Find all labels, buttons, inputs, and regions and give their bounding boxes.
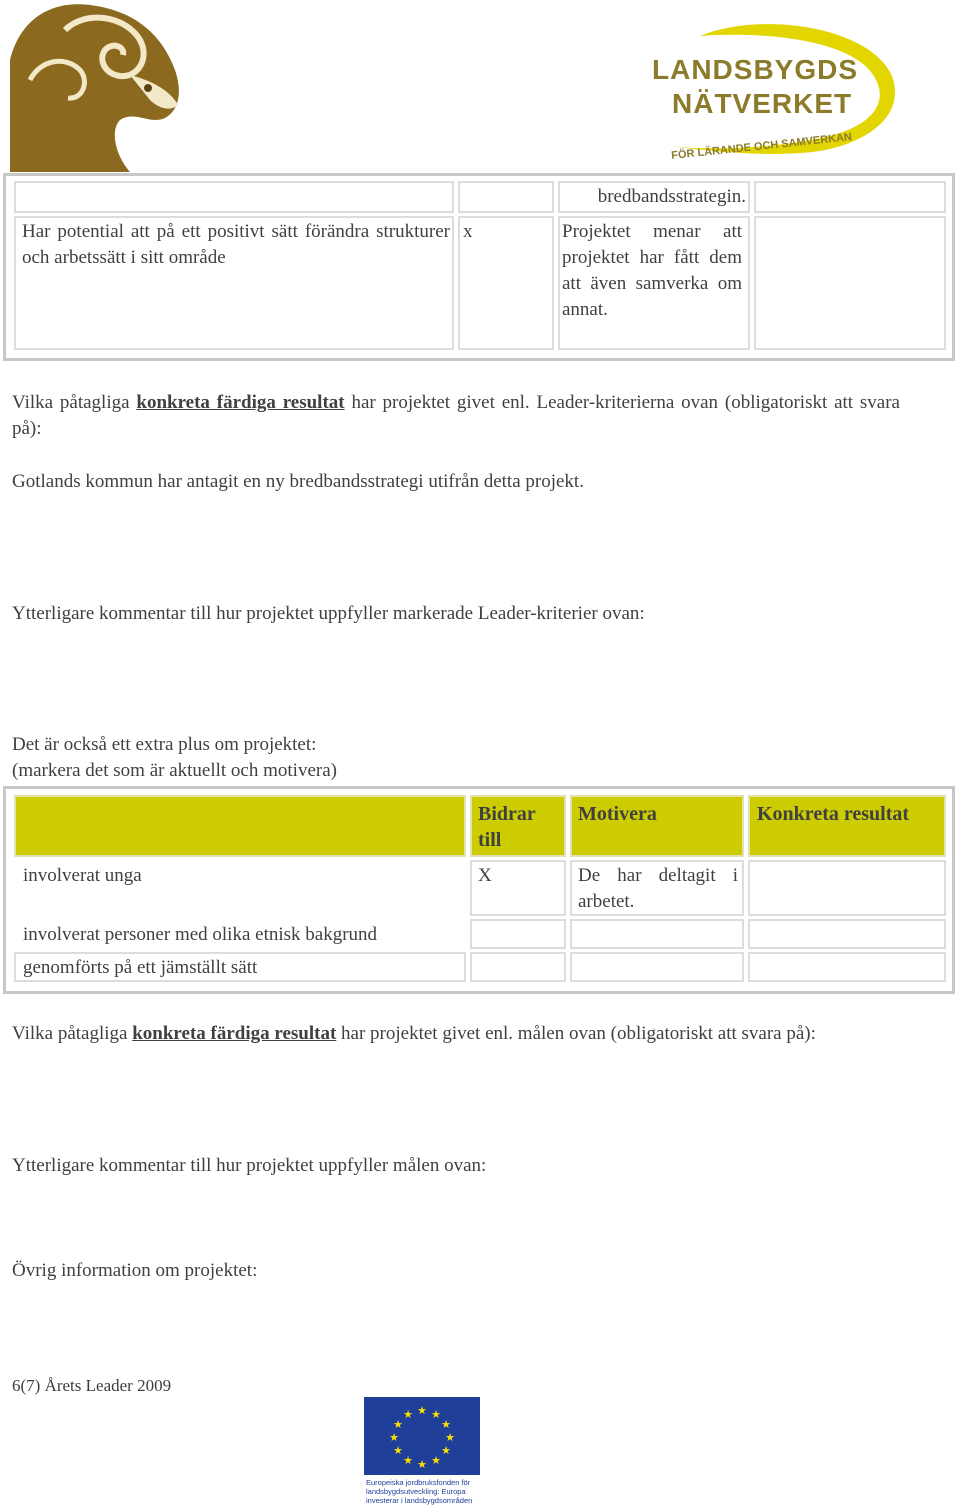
landsbygdsnatverket-logo: [640, 16, 900, 176]
question-prefix: Vilka påtagliga: [12, 1023, 133, 1044]
result-cell: [748, 919, 946, 949]
goals-results-question: [12, 1021, 900, 1047]
mark-cell: [470, 952, 566, 982]
extra-plus-instruction: (markera det som är aktuellt och motivera): [12, 760, 337, 781]
mark-text: x: [463, 221, 473, 242]
question-suffix: har projektet givet enl. målen ovan (obligatoriskt att svara på):: [336, 1023, 816, 1044]
comment-label: Ytterligare kommentar till hur projektet uppfyller markerade Leader-kriterier ovan:: [12, 603, 645, 624]
result-cell: [754, 216, 946, 350]
ram-logo: [10, 0, 185, 172]
svg-text:★: ★: [403, 1408, 413, 1421]
row-label: involverat unga: [23, 865, 142, 886]
question-emphasis: konkreta färdiga resultat: [132, 1023, 337, 1044]
svg-text:★: ★: [441, 1418, 451, 1431]
svg-text:★: ★: [417, 1458, 427, 1471]
header-results: Konkreta resultat: [757, 803, 910, 825]
svg-text:★: ★: [441, 1444, 451, 1457]
row-label: genomförts på ett jämställt sätt: [23, 957, 258, 978]
criteria-cell: [14, 181, 454, 213]
svg-text:★: ★: [445, 1431, 455, 1444]
result-cell: [754, 181, 946, 213]
eu-logo: [364, 1397, 480, 1507]
results-answer: Gotlands kommun har antagit en ny bredbandsstrategi utifrån detta projekt.: [12, 471, 584, 492]
svg-text:★: ★: [417, 1404, 427, 1417]
results-question: [12, 390, 900, 442]
header-motivate: Motivera: [578, 803, 657, 825]
question-emphasis: konkreta färdiga resultat: [136, 392, 345, 413]
motivation-text: bredbandsstrategin.: [597, 186, 746, 207]
eu-text-line2: landsbygdsutveckling: Europa: [366, 1487, 466, 1496]
criteria-table: [3, 173, 955, 361]
goals-comment-label: Ytterligare kommentar till hur projektet uppfyller målen ovan:: [12, 1155, 487, 1176]
svg-text:★: ★: [431, 1408, 441, 1421]
question-prefix: Vilka påtagliga: [12, 392, 137, 413]
svg-text:★: ★: [393, 1444, 403, 1457]
criteria-text: Har potential att på ett positivt sätt förändra strukturer och arbetssätt i sitt område: [22, 221, 450, 268]
eu-text-line3: investerar i landsbygdsområden: [366, 1496, 473, 1505]
other-info-label: Övrig information om projektet:: [12, 1260, 258, 1281]
svg-text:★: ★: [393, 1418, 403, 1431]
logo-text-line1: LANDSBYGDS: [652, 54, 859, 85]
svg-text:★: ★: [431, 1454, 441, 1467]
logo-tagline: FÖR LÄRANDE OCH SAMVERKAN: [670, 131, 853, 162]
page-footer: 6(7) Årets Leader 2009: [12, 1376, 172, 1395]
svg-text:★: ★: [403, 1454, 413, 1467]
svg-text:★: ★: [389, 1431, 399, 1444]
logo-text-line2: NÄTVERKET: [672, 88, 853, 119]
header-contributes: Bidrar till: [478, 803, 536, 851]
motivation-text: Projektet menar att projektet har fått dem att även samverka om annat.: [562, 221, 742, 320]
extra-plus-label: Det är också ett extra plus om projektet:: [12, 734, 317, 755]
motivation-cell: [570, 952, 744, 982]
row-motivation: De har deltagit i arbetet.: [578, 865, 738, 912]
question-suffix: har projektet givet enl. Leader-kriterierna ovan (obligatoriskt att svara på):: [12, 392, 900, 439]
eu-text-line1: Europeiska jordbruksfonden för: [366, 1478, 471, 1487]
row-mark: X: [478, 865, 492, 886]
mark-cell: [470, 919, 566, 949]
mark-cell: [458, 181, 554, 213]
row-label: involverat personer med olika etnisk bakgrund: [23, 924, 378, 945]
motivation-cell: [570, 919, 744, 949]
result-cell: [748, 860, 946, 916]
header-cell-empty: [14, 795, 466, 857]
result-cell: [748, 952, 946, 982]
extra-plus-table: [3, 786, 955, 994]
